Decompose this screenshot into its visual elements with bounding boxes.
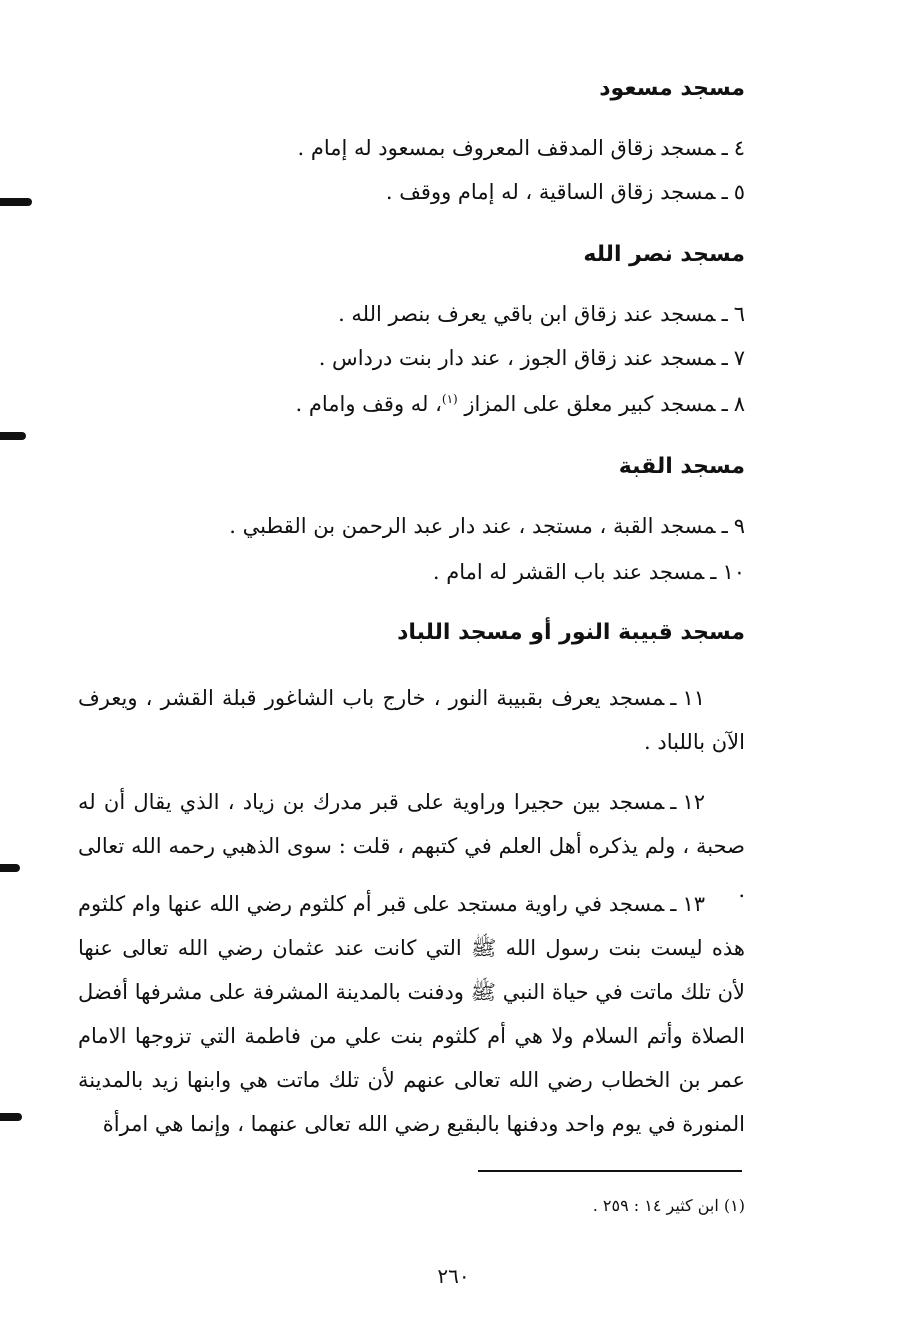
entry-10 (433, 560, 745, 584)
entry-text: مسجد القبة ، مستجد ، عند دار عبد الرحمن بن القطبي . (229, 514, 716, 538)
entry-text: مسجد زقاق الساقية ، له إمام ووقف . (385, 180, 716, 204)
entry-number: ٩ (733, 514, 745, 538)
scan-margin-mark (0, 1113, 22, 1121)
section-heading-qubba: مسجد القبة (618, 454, 745, 479)
entry-number: ٧ (733, 346, 745, 370)
footnote-marker: (١) (723, 1196, 745, 1215)
entry-dash: ـ (721, 346, 728, 370)
entry-dash: ـ (721, 136, 728, 160)
entry-7 (319, 346, 745, 370)
entry-dash: ـ (670, 790, 677, 814)
entry-number: ١٢ (682, 790, 705, 814)
entry-5 (386, 180, 745, 204)
entry-number: ١٠ (722, 560, 745, 584)
footnote-text: ابن كثير ١٤ : ٢٥٩ . (592, 1196, 719, 1215)
section-heading-qubaybat-al-nur: مسجد قبيبة النور أو مسجد اللباد (397, 620, 745, 645)
section-heading-nasrallah: مسجد نصر الله (583, 242, 745, 267)
footnote-reference: (١) (441, 392, 458, 406)
entry-13 (78, 882, 745, 1146)
scan-margin-mark (0, 864, 20, 872)
entry-text: مسجد عند زقاق الجوز ، عند دار بنت درداس . (318, 346, 716, 370)
entry-dash: ـ (721, 514, 728, 538)
entry-dash: ـ (721, 302, 728, 326)
entry-number: ١١ (682, 686, 705, 710)
entry-text: مسجد كبير معلق على المزاز (457, 392, 716, 416)
entry-text: مسجد زقاق المدقف المعروف بمسعود له إمام . (297, 136, 716, 160)
entry-dash: ـ (710, 560, 717, 584)
entry-text: مسجد عند باب القشر له امام . (432, 560, 705, 584)
footnote (593, 1196, 745, 1215)
entry-4 (297, 136, 745, 160)
entry-8 (296, 392, 745, 416)
scan-margin-mark (0, 198, 32, 206)
entry-number: ١٣ (682, 892, 705, 916)
entry-11 (78, 676, 745, 764)
entry-number: ٥ (733, 180, 745, 204)
scan-margin-mark (0, 432, 26, 440)
entry-number: ٨ (733, 392, 745, 416)
entry-dash: ـ (721, 180, 728, 204)
entry-dash: ـ (670, 892, 677, 916)
entry-dash: ـ (670, 686, 677, 710)
entry-text-continued: ، له وقف وامام . (295, 392, 442, 416)
entry-6 (338, 302, 745, 326)
entry-dash: ـ (721, 392, 728, 416)
entry-text: مسجد عند زقاق ابن باقي يعرف بنصر الله . (338, 302, 716, 326)
footnote-divider (478, 1170, 742, 1172)
entry-number: ٦ (733, 302, 745, 326)
entry-text: مسجد يعرف بقبيبة النور ، خارج باب الشاغور قبلة القشر ، ويعرف الآن باللباد . (78, 686, 745, 754)
entry-number: ٤ (733, 136, 745, 160)
section-heading-masoud: مسجد مسعود (599, 76, 745, 101)
entry-9 (229, 514, 745, 538)
page-number: ٢٦٠ (437, 1264, 470, 1288)
entry-text: مسجد بين حجيرا وراوية على قبر مدرك بن زياد ، الذي يقال أن له صحبة ، ولم يذكره أهل العلم في كتبهم ، قلت : سوى الذهبي رحمه الله تعالى . (78, 790, 745, 902)
entry-text: مسجد في راوية مستجد على قبر أم كلثوم رضي الله عنها وام كلثوم هذه ليست بنت رسول الله ﷺ التي كانت عند عثمان رضي الله تعالى عنها لأن تلك ماتت في حياة النبي ﷺ ودفنت بالمدينة المشرفة على مشرفها أفضل الصلاة وأتم السلام ولا هي أم كلثوم بنت علي من فاطمة التي تزوجها الامام عمر بن الخطاب رضي الله تعالى عنهم لأن تلك ماتت هي وابنها زيد بالمدينة المنورة في يوم واحد ودفنها بالبقيع رضي الله تعالى عنهما ، وإنما هي امرأة (78, 892, 745, 1136)
